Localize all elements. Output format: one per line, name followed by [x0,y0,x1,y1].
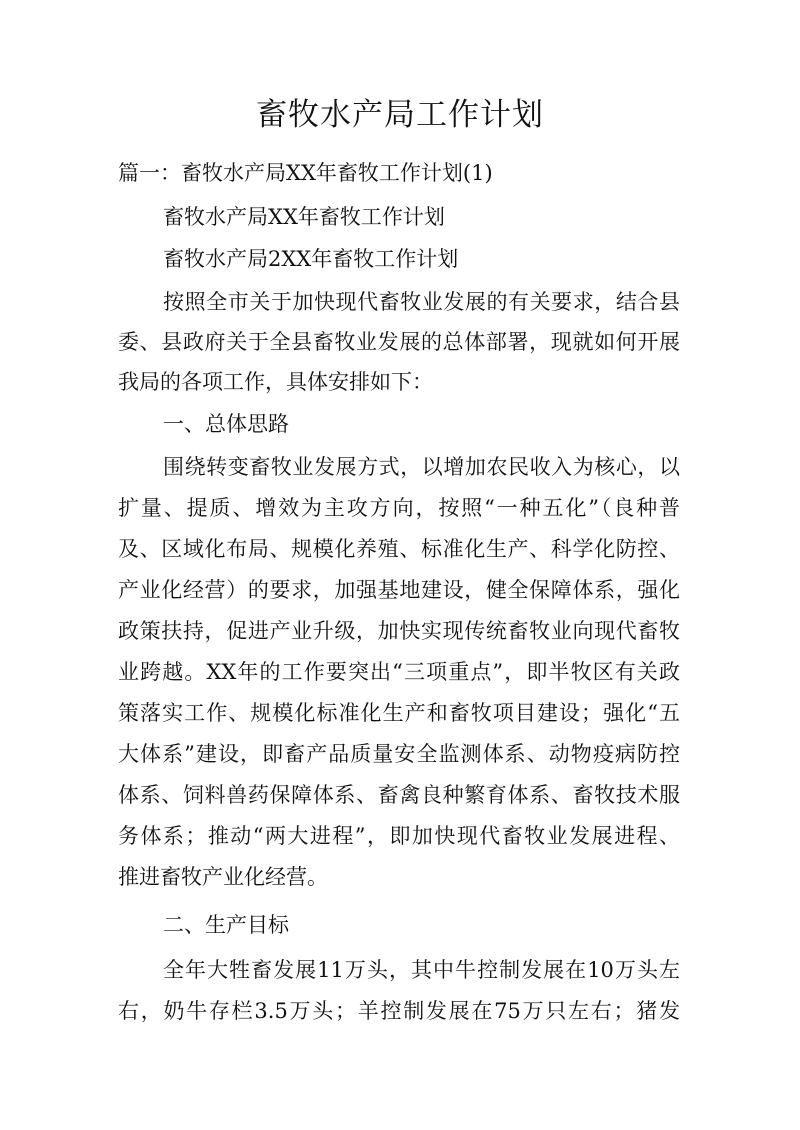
intro-line: 我局的各项工作，具体安排如下： [118,370,433,394]
paragraph-line: 体系、饲料兽药保障体系、畜禽良种繁育体系、畜牧技术服 [118,783,680,807]
heading-b: 畜牧水产局2XX年畜牧工作计划 [163,247,459,271]
intro-line: 委、县政府关于全县畜牧业发展的总体部署，现就如何开展 [118,330,680,354]
paragraph-line: 及、区域化布局、规模化养殖、标准化生产、科学化防控、 [118,537,680,561]
paragraph-line: 右，奶牛存栏3.5万头；羊控制发展在75万只左右；猪发 [118,999,680,1023]
intro-line: 按照全市关于加快现代畜牧业发展的有关要求，结合县 [163,290,680,314]
paragraph-line: 策落实工作、规模化标准化生产和畜牧项目建设；强化“五 [118,701,680,725]
paragraph-line: 大体系”建设，即畜产品质量安全监测体系、动物疫病防控 [118,742,680,766]
section-heading: 一、总体思路 [163,412,289,436]
paragraph-line: 围绕转变畜牧业发展方式，以增加农民收入为核心，以 [163,455,680,479]
paragraph-line: 推进畜牧产业化经营。 [118,865,328,889]
document-title: 畜牧水产局工作计划 [256,97,544,133]
paragraph-line: 全年大牲畜发展11万头，其中牛控制发展在10万头左 [163,958,680,982]
paragraph-line: 产业化经营）的要求，加强基地建设，健全保障体系，强化 [118,578,680,602]
heading-a: 畜牧水产局XX年畜牧工作计划 [163,205,445,229]
paragraph-line: 扩量、提质、增效为主攻方向，按照“一种五化”（良种普 [118,496,680,520]
section-heading: 二、生产目标 [163,913,289,937]
paragraph-line: 政策扶持，促进产业升级，加快实现传统畜牧业向现代畜牧 [118,619,680,643]
paragraph-line: 业跨越。XX年的工作要突出“三项重点”，即半牧区有关政 [118,660,680,684]
paragraph-line: 务体系；推动“两大进程”，即加快现代畜牧业发展进程、 [118,824,680,848]
subtitle: 篇一：畜牧水产局XX年畜牧工作计划(1) [118,161,493,185]
